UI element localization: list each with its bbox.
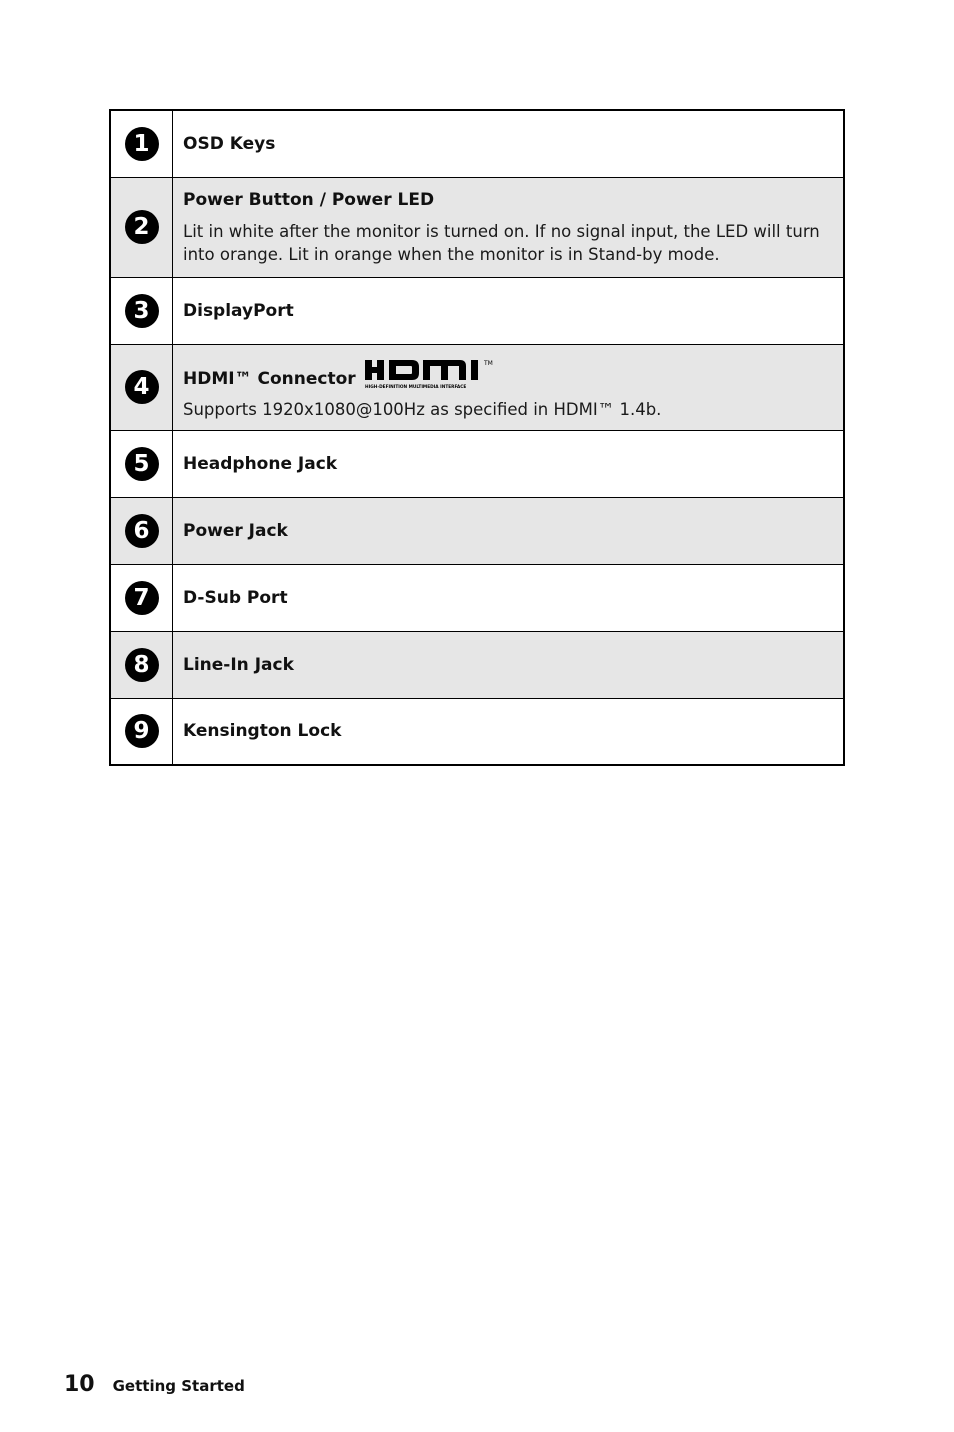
table-row <box>110 631 844 698</box>
item-description: Lit in white after the monitor is turned on. If no signal input, the LED will turn into orange. Lit in orange when the monitor is in Stand-by mode. <box>183 221 820 264</box>
table-row <box>110 177 844 277</box>
table-row <box>110 110 844 177</box>
item-title: D-Sub Port <box>183 587 288 608</box>
hdmi-logo-text: HIGH-DEFINITION MULTIMEDIA INTERFACE <box>364 384 467 390</box>
description-cell <box>173 497 845 564</box>
description-cell <box>173 110 845 177</box>
connector-spec-table <box>109 109 845 766</box>
description-cell <box>173 430 845 497</box>
table-row <box>110 698 844 765</box>
item-number-badge: 9 <box>125 714 159 748</box>
section-name: Getting Started <box>112 1377 245 1395</box>
item-number-badge: 7 <box>125 581 159 615</box>
item-title: Power Button / Power LED <box>183 189 435 210</box>
table-row <box>110 497 844 564</box>
description-cell <box>173 631 845 698</box>
description-cell <box>173 564 845 631</box>
page-footer <box>64 1372 245 1402</box>
item-title: Power Jack <box>183 520 288 541</box>
table-row <box>110 564 844 631</box>
item-number-badge: 3 <box>125 294 159 328</box>
description-cell <box>173 698 845 765</box>
hdmi-logo-tm: TM <box>483 359 493 367</box>
table-row <box>110 430 844 497</box>
number-cell <box>110 631 173 698</box>
item-title: DisplayPort <box>183 300 294 321</box>
hdmi-logo-icon <box>365 356 497 396</box>
item-number-badge: 2 <box>125 210 159 244</box>
number-cell <box>110 698 173 765</box>
page-number: 10 <box>64 1372 95 1397</box>
number-cell <box>110 110 173 177</box>
description-cell <box>173 344 845 430</box>
table-row <box>110 344 844 430</box>
item-title: Line-In Jack <box>183 654 294 675</box>
item-number-badge: 6 <box>125 514 159 548</box>
number-cell <box>110 430 173 497</box>
number-cell <box>110 564 173 631</box>
item-title: OSD Keys <box>183 133 276 154</box>
item-title: Headphone Jack <box>183 453 338 474</box>
item-number-badge: 1 <box>125 127 159 161</box>
number-cell <box>110 277 173 344</box>
table-row <box>110 277 844 344</box>
item-title: Kensington Lock <box>183 721 342 742</box>
item-number-badge: 8 <box>125 648 159 682</box>
item-number-badge: 4 <box>125 370 159 404</box>
item-number-badge: 5 <box>125 447 159 481</box>
description-cell <box>173 177 845 277</box>
number-cell <box>110 177 173 277</box>
number-cell <box>110 497 173 564</box>
number-cell <box>110 344 173 430</box>
item-title: HDMI™ Connector <box>183 368 356 389</box>
item-description: Supports 1920x1080@100Hz as specified in HDMI™ 1.4b. <box>183 399 662 419</box>
description-cell <box>173 277 845 344</box>
